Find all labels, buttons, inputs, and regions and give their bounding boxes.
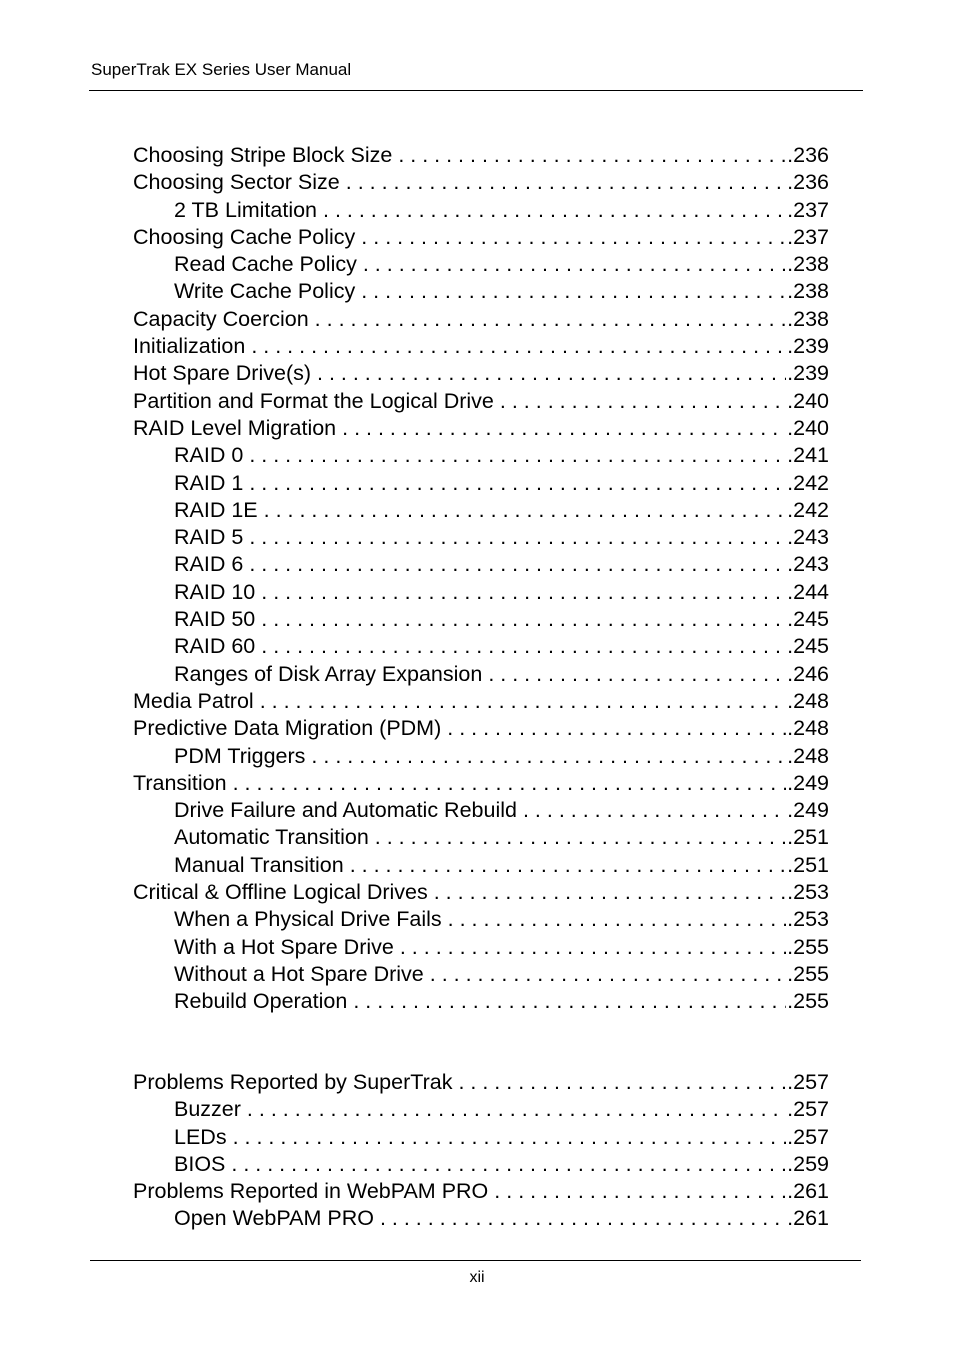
footer-rule <box>90 1260 861 1261</box>
toc-entry-page: .243 <box>787 525 829 550</box>
toc-entry[interactable] <box>133 1178 829 1205</box>
toc-dot-leader <box>394 934 786 961</box>
toc-entry-title: LEDs <box>174 1124 227 1149</box>
toc-entry-title: Problems Reported by SuperTrak <box>133 1070 453 1094</box>
toc-entry-title: Problems Reported in WebPAM PRO <box>133 1179 489 1204</box>
toc-entry[interactable] <box>133 934 829 961</box>
toc-entry-title: RAID Level Migration <box>133 415 337 440</box>
toc-entry[interactable] <box>133 988 829 1015</box>
toc-entry[interactable] <box>133 879 829 906</box>
toc-entry[interactable] <box>133 1205 829 1232</box>
toc-dot-leader <box>344 852 786 879</box>
toc-dot-leader <box>255 579 786 606</box>
toc-entry-title: Transition <box>133 770 227 795</box>
toc-entry-page: .253 <box>787 907 829 932</box>
toc-entry[interactable] <box>133 906 829 933</box>
toc-dot-leader <box>225 1151 786 1178</box>
toc-entry-title: Capacity Coercion <box>133 306 309 331</box>
toc-entry-page: .255 <box>787 989 829 1014</box>
toc-dot-leader <box>355 224 786 251</box>
toc-entry[interactable] <box>133 415 829 442</box>
toc-dot-leader <box>243 470 786 497</box>
toc-entry[interactable] <box>133 1124 829 1151</box>
toc-entry-page: .236 <box>787 170 829 195</box>
toc-entry-title: Without a Hot Spare Drive <box>174 961 424 986</box>
toc-entry[interactable] <box>133 524 829 551</box>
toc-entry-page: .239 <box>787 334 829 359</box>
toc-entry-title: RAID 60 <box>174 634 256 659</box>
toc-dot-leader <box>441 715 786 742</box>
header-rule <box>89 90 863 91</box>
toc-dot-leader <box>355 278 786 305</box>
toc-dot-leader <box>517 797 786 824</box>
toc-entry-page: .242 <box>787 497 829 522</box>
toc-entry-page: .237 <box>787 197 829 222</box>
toc-entry-title: RAID 50 <box>174 607 256 632</box>
toc-entry-title: BIOS <box>174 1151 226 1176</box>
toc-list-main <box>133 142 829 1016</box>
toc-entry-title: RAID 1 <box>174 470 244 495</box>
toc-dot-leader <box>243 551 786 578</box>
toc-entry-page: .249 <box>787 770 829 795</box>
toc-entry-page: .240 <box>787 388 829 413</box>
toc-entry[interactable] <box>133 142 829 169</box>
toc-dot-leader <box>374 1205 786 1232</box>
toc-entry-title: RAID 6 <box>174 552 244 577</box>
toc-entry[interactable] <box>133 715 829 742</box>
toc-entry[interactable] <box>133 278 829 305</box>
toc-entry-title: Drive Failure and Automatic Rebuild <box>174 798 517 823</box>
toc-entry-title: Read Cache Policy <box>174 252 357 277</box>
toc-dot-leader <box>309 306 786 333</box>
toc-entry[interactable] <box>133 197 829 224</box>
toc-entry-page: .257 <box>787 1097 829 1122</box>
toc-dot-leader <box>424 961 786 988</box>
toc-entry-title: RAID 0 <box>174 443 244 468</box>
toc-entry-title: 2 TB Limitation <box>174 197 318 222</box>
toc-entry-title: RAID 5 <box>174 525 244 550</box>
toc-entry-title: Manual Transition <box>174 852 344 877</box>
toc-dot-leader <box>305 743 786 770</box>
toc-entry-title: Media Patrol <box>133 688 254 713</box>
toc-entry-page: .249 <box>787 798 829 823</box>
toc-entry-page: .241 <box>787 443 829 468</box>
toc-dot-leader <box>227 1124 787 1151</box>
toc-entry-page: .239 <box>787 361 829 386</box>
toc-entry[interactable] <box>133 633 829 660</box>
toc-entry-page: .238 <box>787 306 829 331</box>
toc-entry-page: .251 <box>787 825 829 850</box>
toc-dot-leader <box>258 497 787 524</box>
toc-entry[interactable] <box>133 852 829 879</box>
toc-dot-leader <box>369 824 786 851</box>
toc-entry[interactable] <box>133 961 829 988</box>
toc-entry[interactable] <box>133 579 829 606</box>
toc-entry[interactable] <box>133 169 829 196</box>
toc-entry-page: .238 <box>787 252 829 277</box>
toc-dot-leader <box>452 1069 786 1096</box>
toc-entry-title: RAID 1E <box>174 497 258 522</box>
toc-entry-page: .248 <box>787 688 829 713</box>
page-number: xii <box>469 1269 485 1286</box>
toc-entry-title: With a Hot Spare Drive <box>174 934 394 959</box>
toc-dot-leader <box>357 251 786 278</box>
toc-entry-page: .248 <box>787 743 829 768</box>
toc-entry-title: Choosing Stripe Block Size <box>133 143 393 167</box>
toc-entry[interactable] <box>133 1069 829 1096</box>
toc-entry[interactable] <box>133 306 829 333</box>
toc-entry-page: .236 <box>787 143 829 167</box>
toc-dot-leader <box>317 197 786 224</box>
toc-entry-page: .261 <box>787 1179 829 1204</box>
toc-entry-page: .255 <box>787 934 829 959</box>
toc-entry-page: .248 <box>787 716 829 741</box>
toc-entry-page: .246 <box>787 661 829 686</box>
toc-entry-title: Rebuild Operation <box>174 989 348 1014</box>
toc-entry-title: Predictive Data Migration (PDM) <box>133 716 442 741</box>
toc-entry-page: .253 <box>787 880 829 905</box>
toc-entry-title: Ranges of Disk Array Expansion <box>174 661 483 686</box>
toc-dot-leader <box>488 1178 786 1205</box>
toc-entry-page: .243 <box>787 552 829 577</box>
toc-dot-leader <box>245 333 786 360</box>
toc-entry[interactable] <box>133 824 829 851</box>
toc-entry-title: PDM Triggers <box>174 743 306 768</box>
toc-entry-page: .261 <box>787 1206 829 1231</box>
toc-entry-title: Open WebPAM PRO <box>174 1206 374 1231</box>
running-header: SuperTrak EX Series User Manual <box>91 60 352 79</box>
toc-dot-leader <box>227 770 787 797</box>
toc-dot-leader <box>254 688 786 715</box>
toc-entry-page: .242 <box>787 470 829 495</box>
toc-dot-leader <box>243 524 786 551</box>
toc-entry-page: .257 <box>787 1124 829 1149</box>
toc-entry-page: .255 <box>787 961 829 986</box>
toc-dot-leader <box>494 388 786 415</box>
toc-dot-leader <box>347 988 786 1015</box>
toc-entry-title: Partition and Format the Logical Drive <box>133 388 494 413</box>
toc-entry-page: .259 <box>787 1151 829 1176</box>
toc-entry-page: .237 <box>787 224 829 249</box>
toc-entry-title: Initialization <box>133 334 246 359</box>
toc-entry[interactable] <box>133 770 829 797</box>
toc-entry[interactable] <box>133 251 829 278</box>
toc-entry[interactable] <box>133 470 829 497</box>
toc-dot-leader <box>428 879 786 906</box>
toc-entry[interactable] <box>133 333 829 360</box>
toc-entry-page: .238 <box>787 279 829 304</box>
toc-entry[interactable] <box>133 224 829 251</box>
toc-entry-title: Choosing Cache Policy <box>133 224 356 249</box>
toc-entry-title: When a Physical Drive Fails <box>174 907 442 932</box>
toc-entry[interactable] <box>133 551 829 578</box>
toc-entry-title: Choosing Sector Size <box>133 170 340 195</box>
toc-entry[interactable] <box>133 797 829 824</box>
toc-dot-leader <box>392 142 786 169</box>
toc-entry-title: Critical & Offline Logical Drives <box>133 880 428 905</box>
toc-entry[interactable] <box>133 497 829 524</box>
toc-dot-leader <box>336 415 786 442</box>
toc-dot-leader <box>255 633 786 660</box>
toc-dot-leader <box>243 442 786 469</box>
toc-entry[interactable] <box>133 743 829 770</box>
toc-dot-leader <box>255 606 786 633</box>
toc-entry-title: Write Cache Policy <box>174 279 356 304</box>
toc-entry[interactable] <box>133 606 829 633</box>
toc-entry[interactable] <box>133 1096 829 1123</box>
toc-dot-leader <box>482 661 786 688</box>
toc-entry[interactable] <box>133 661 829 688</box>
toc-entry-page: .245 <box>787 634 829 659</box>
toc-entry-page: .251 <box>787 852 829 877</box>
toc-dot-leader <box>340 169 786 196</box>
toc-entry-title: Automatic Transition <box>174 825 369 850</box>
toc-entry[interactable] <box>133 688 829 715</box>
toc-entry-title: Buzzer <box>174 1097 241 1122</box>
toc-entry[interactable] <box>133 442 829 469</box>
toc-entry[interactable] <box>133 388 829 415</box>
toc-entry-page: .244 <box>787 579 829 604</box>
toc-entry-page: .257 <box>787 1070 829 1094</box>
toc-entry[interactable] <box>133 360 829 387</box>
toc-dot-leader <box>311 360 786 387</box>
toc-dot-leader <box>442 906 787 933</box>
toc-entry-page: .240 <box>787 415 829 440</box>
toc-entry[interactable] <box>133 1151 829 1178</box>
toc-entry-title: Hot Spare Drive(s) <box>133 361 312 386</box>
toc-list-troubleshooting <box>133 1069 829 1233</box>
toc-entry-page: .245 <box>787 607 829 632</box>
toc-dot-leader <box>241 1096 786 1123</box>
toc-entry-title: RAID 10 <box>174 579 256 604</box>
